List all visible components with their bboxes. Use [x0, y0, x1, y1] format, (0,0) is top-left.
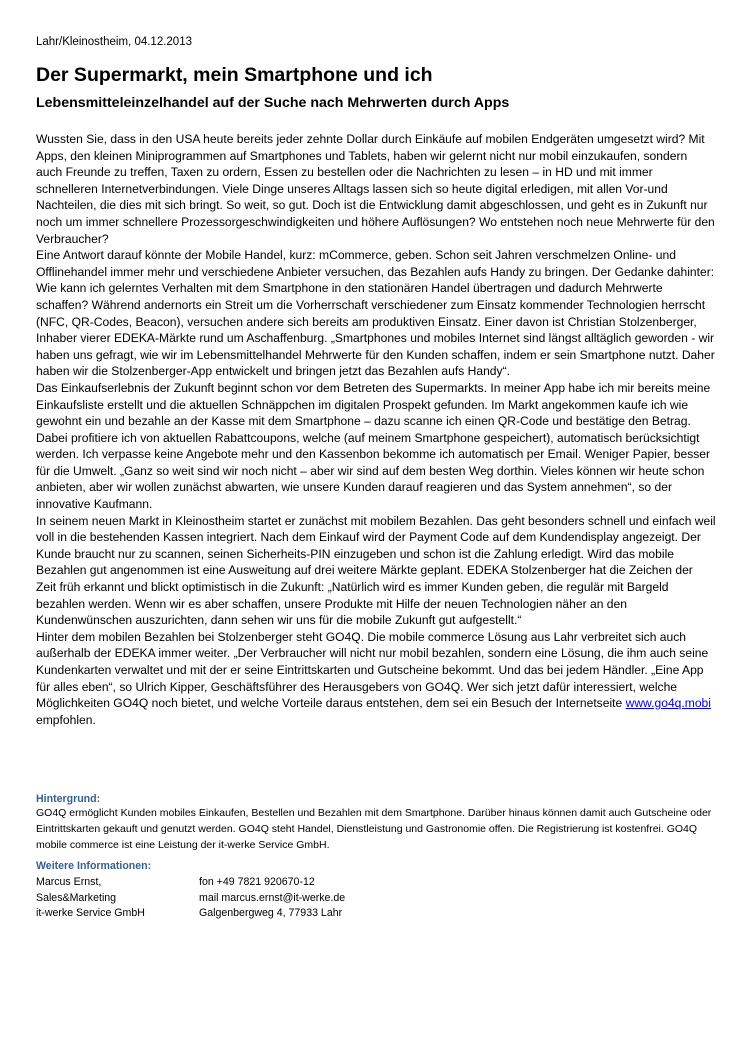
contact-mail: mail marcus.ernst@it-werke.de: [199, 891, 346, 904]
page-subtitle: Lebensmitteleinzelhandel auf der Suche nach Mehrwerten durch Apps: [36, 95, 510, 111]
paragraph-2: Eine Antwort darauf könnte der Mobile Handel, kurz: mCommerce, geben. Schon seit Jahren verschmelzen Online- und Offlinehandel immer mehr und verschiedene Anbieter versuchen, das Bezahlen aufs Handy zu bringen. Der Gedanke dahinter: Wie kann ich gelerntes Verhalten mit dem Smartphone in den stationären Handel übertragen und dadurch Mehrwerte schaffen? Während andernorts ein Streit um die Vorherrschaft verschiedener zum Einsatz kommender Technologien herrscht (NFC, QR-Codes, Beacon), versuchen andere sich bereits am produktiven Einsatz. Einer davon ist Christian Stolzenberger, Inhaber vierer EDEKA-Märkte rund um Aschaffenburg. „Smartphones und mobiles Internet sind längst alltäglich geworden - wir haben uns gefragt, wie wir im Lebensmittelhandel Mehrwerte für den Kunden schaffen, indem er sein Smartphone nutzt. Daher haben wir die Stolzenberger-App entwickelt und bringen jetzt das Bezahlen aufs Handy“.: [36, 248, 715, 379]
paragraph-5-end: empfohlen.: [36, 712, 96, 727]
contact-row: [36, 906, 716, 922]
paragraph-4: In seinem neuen Markt in Kleinostheim startet er zunächst mit mobilem Bezahlen. Das geht besonders schnell und einfach weil voll in die bestehenden Kassen integriert. Nach dem Einkauf wird der Payment Code auf dem Kundendisplay angezeigt. Der Kunde braucht nur zu scannen, seinen Sicherheits-PIN einzugeben und schon ist die Zahlung erledigt. Wird das mobile Bezahlen gut angenommen ist eine Ausweitung auf drei weitere Märkte geplant. EDEKA Stolzenberger hat die Zeichen der Zeit früh erkannt und blickt optimistisch in die Zukunft: „Natürlich wird es immer Kunden geben, die regulär mit Bargeld bezahlen werden. Wenn wir es aber schaffen, unsere Produkte mit Hilfe der neuen Technologien näher an den Kundenwünschen auszurichten, dann sehen wir uns für die mobile Zukunft gut aufgestellt.“: [36, 513, 716, 628]
contact-row: [36, 891, 716, 907]
page-title: Der Supermarkt, mein Smartphone und ich: [36, 64, 433, 86]
background-heading: Hintergrund:: [36, 793, 101, 805]
contact-block: [36, 875, 716, 922]
info-heading: Weitere Informationen:: [36, 860, 152, 872]
contact-role: Sales&Marketing: [36, 891, 117, 904]
paragraph-5-text: Hinter dem mobilen Bezahlen bei Stolzenberger steht GO4Q. Die mobile commerce Lösung aus Lahr verbreitet sich auch außerhalb der EDEKA immer weiter. „Der Verbraucher will nicht nur mobil bezahlen, sondern eine Lösung, die ihm auch seine Kundenkarten verwaltet und mit der er seine Eintrittskarten und Gutscheine bekommt. Und das bei jedem Händler. „Eine App für alles eben“, so Ulrich Kipper, Geschäftsführer des Herausgebers von GO4Q. Wer sich jetzt dafür interessiert, welche Möglichkeiten GO4Q noch bietet, und welche Vorteile daraus entstehen, dem sei ein Besuch der Internetseite: [36, 629, 709, 711]
contact-name: Marcus Ernst,: [36, 876, 102, 888]
article-body: [36, 131, 716, 728]
contact-phone: fon +49 7821 920670-12: [199, 876, 315, 888]
contact-company: it-werke Service GmbH: [36, 907, 145, 919]
paragraph-5: [36, 629, 716, 729]
contact-row: [36, 875, 716, 891]
website-link[interactable]: www.go4q.mobi: [625, 696, 711, 711]
contact-address: Galgenbergweg 4, 77933 Lahr: [199, 907, 343, 919]
paragraph-3: Das Einkaufserlebnis der Zukunft beginnt schon vor dem Betreten des Supermarkts. In meiner App habe ich mir bereits meine Einkaufsliste erstellt und die aktuellen Schnäppchen im digitalen Prospekt gefunden. Im Markt angekommen kaufe ich wie gewohnt ein und bezahle an der Kasse mit dem Smartphone – dazu scanne ich einen QR-Code und bestätige den Betrag. Dabei profitiere ich von aktuellen Rabattcoupons, welche (auf meinem Smartphone gespeichert), automatisch berücksichtigt werden. Ich verpasse keine Angebote mehr und den Kassenbon bekomme ich automatisch per Email. Weniger Papier, besser für die Umwelt. „Ganz so weit sind wir noch nicht – aber wir sind auf dem besten Weg dorthin. Vieles können wir heute schon anbieten, aber wir wollen zunächst abwarten, wie unsere Kunden darauf reagieren und das System annehmen“, so der innovative Kaufmann.: [36, 380, 711, 512]
paragraph-1: Wussten Sie, dass in den USA heute bereits jeder zehnte Dollar durch Einkäufe auf mobilen Endgeräten umgesetzt wird? Mit Apps, den kleinen Miniprogrammen auf Smartphones und Tablets, haben wir gelernt nicht nur mobil einzukaufen, sondern auch Freunde zu treffen, Taxen zu ordern, Essen zu bestellen oder die Nachrichten zu lesen – in HD und mit immer schnelleren Internetverbindungen. Viele Dinge unseres Alltags lassen sich so heute digital erledigen, mit allen Vor-und Nachteilen, die dies mit sich bringt. So weit, so gut. Doch ist die Entwicklung damit abgeschlossen, und geht es in Zukunft nur noch um immer schnellere Prozessorgeschwindigkeiten und höhere Auflösungen? Wo entstehen noch neue Mehrwerte für den Verbraucher?: [36, 132, 715, 246]
dateline: Lahr/Kleinostheim, 04.12.2013: [36, 36, 192, 48]
background-text: GO4Q ermöglicht Kunden mobiles Einkaufen, Bestellen und Bezahlen mit dem Smartphone. Darüber hinaus können damit auch Gutscheine oder Eintrittskarten gekauft und genutzt werden. GO4Q steht Handel, Dienstleistung und Gastronomie offen. Die Registrierung ist kostenfrei. GO4Q mobile commerce ist eine Leistung der it-werke Service GmbH.: [36, 807, 712, 851]
